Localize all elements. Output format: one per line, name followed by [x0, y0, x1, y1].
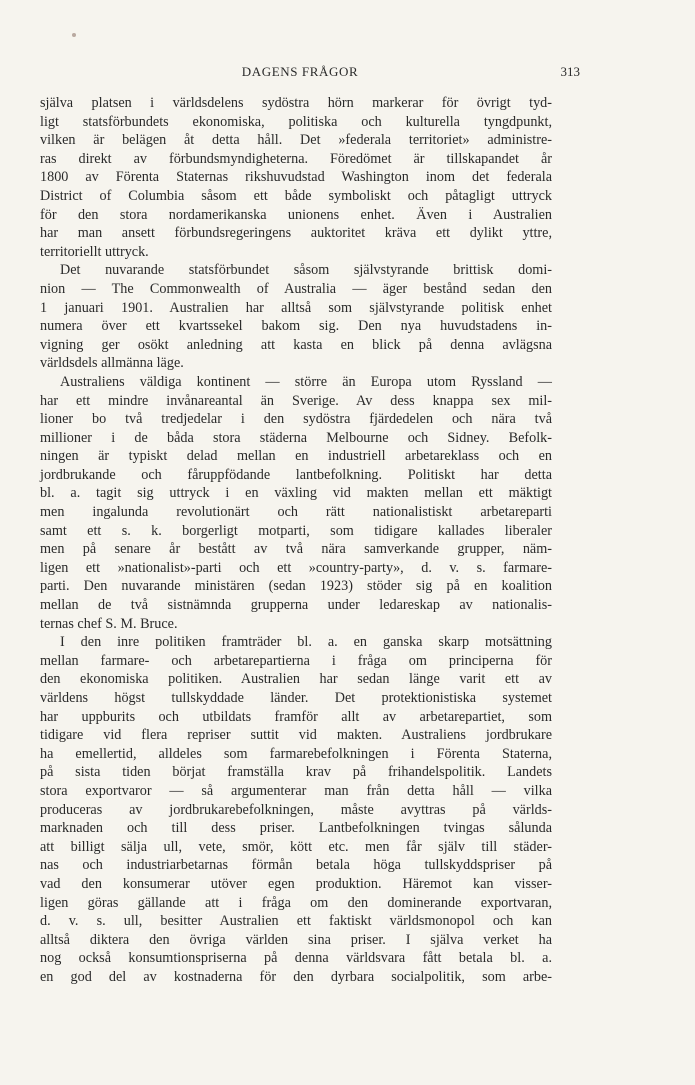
text-line: stora exportvaror — så argumenterar man från detta håll — vilka — [40, 782, 552, 799]
text-line: marknaden och till dess priser. Lantbefolkningen tvingas sålunda — [40, 820, 552, 837]
page-header — [40, 64, 580, 84]
text-line: ras direkt av förbundsmyndigheterna. Föredömet är tillskapandet år — [40, 150, 552, 167]
page-number: 313 — [560, 64, 580, 79]
text-line: bl. a. tagit sig uttryck i en växling vid makten mellan ett mäktigt — [40, 485, 552, 502]
text-line: en god del av kostnaderna för den dyrbara socialpolitik, som arbe- — [40, 968, 552, 985]
text-line: själva platsen i världsdelens sydöstra hörn markerar för övrigt tyd- — [40, 95, 552, 111]
text-line: samt ett s. k. borgerligt motparti, som tidigare kallades liberaler — [40, 522, 552, 539]
text-line: lioner bo två tredjedelar i den sydöstra fjärdedelen och nära två — [40, 411, 552, 428]
text-line: vilken är belägen åt detta håll. Det »federala territoriet» administre- — [40, 132, 552, 149]
text-line: tidigare vid flera repriser suttit vid makten. Australiens jordbrukare — [40, 727, 552, 744]
text-line: parti. Den nuvarande ministären (sedan 1923) stöder sig på en koalition — [40, 578, 552, 595]
text-line: ligen göras gällande att i fråga om den dominerande exportvaran, — [40, 894, 552, 911]
text-line: har uppburits och utbildats framför allt av arbetarepartiet, som — [40, 708, 552, 725]
text-line: nog också konsumtionspriserna på denna världsvara fått betala bl. a. — [40, 950, 552, 967]
text-line: ningen är typiskt delad mellan en industriell arbetareklass och en — [40, 448, 552, 465]
text-line: men på senare år bestått av två nära samverkande grupper, näm- — [40, 541, 552, 558]
text-line: för den stora nordamerikanska unionens enhet. Även i Australien — [40, 206, 552, 223]
text-line: men ingalunda revolutionärt och rätt nationalistiskt arbetareparti — [40, 504, 552, 521]
text-line: mellan de två sistnämnda grupperna under ledareskap av nationalis- — [40, 597, 552, 614]
body-text — [40, 94, 552, 987]
text-line: på sista tiden börjat framställa krav på frihandelspolitik. Landets — [40, 764, 552, 781]
text-line: d. v. s. ull, besitter Australien ett faktiskt världsmonopol och kan — [40, 913, 552, 930]
text-line: Australiens väldiga kontinent — större än Europa utom Ryssland — — [60, 373, 552, 390]
text-line: ligen ett »nationalist»-parti och ett »country-party», d. v. s. farmare- — [40, 559, 552, 576]
text-line: ternas chef S. M. Bruce. — [40, 615, 178, 632]
text-line: mellan farmare- och arbetarepartierna i fråga om principerna för — [40, 652, 552, 669]
text-line: världens högst tullskyddade länder. Det protektionistiska systemet — [40, 690, 552, 706]
text-line: 1800 av Förenta Staternas rikshuvudstad Washington inom det federala — [40, 169, 552, 186]
text-line: produceras av jordbrukarebefolkningen, måste avyttras på världs- — [40, 801, 552, 818]
text-line: 1 januari 1901. Australien har alltså som självstyrande politisk enhet — [40, 299, 552, 316]
text-line: har man ansett förbundsregeringens auktoritet kräva ett dylikt yttre, — [40, 225, 552, 242]
text-line: vad den konsumerar utöver egen produktion. Häremot kan visser- — [40, 875, 552, 892]
text-line: territoriellt uttryck. — [40, 243, 149, 260]
text-line: vigning ger osökt anledning att kasta en blick på denna avlägsna — [40, 336, 552, 353]
text-line: Det nuvarande statsförbundet såsom självstyrande brittisk domi- — [60, 262, 552, 279]
text-line: att billigt sälja ull, vete, smör, kött etc. men får själv till städer- — [40, 838, 552, 855]
text-line: nas och industriarbetarnas förmån betala höga tullskyddspriser på — [40, 857, 552, 874]
text-line: jordbrukande och fåruppfödande lantbefolkning. Politiskt har detta — [40, 466, 552, 483]
text-line: ha emellertid, alldeles som farmarebefolkningen i Förenta Staterna, — [40, 745, 552, 762]
text-line: millioner i de båda stora städerna Melbourne och Sidney. Befolk- — [40, 429, 552, 446]
text-line: har ett mindre invånareantal än Sverige. Av dess knappa sex mil- — [40, 392, 552, 409]
margin-mark — [72, 33, 76, 37]
running-title: DAGENS FRÅGOR — [241, 64, 359, 79]
text-line: den ekonomiska politiken. Australien har sedan länge varit ett av — [40, 671, 552, 688]
text-line: alltså diktera den övriga världen sina priser. I själva verket ha — [40, 931, 552, 948]
text-line: numera över ett kvartssekel bakom sig. Den nya huvudstadens in- — [40, 318, 552, 335]
text-line: världsdels allmänna läge. — [40, 355, 184, 372]
text-line: ligt statsförbundets ekonomiska, politiska och kulturella tyngdpunkt, — [40, 113, 552, 130]
text-line: nion — The Commonwealth of Australia — äger bestånd sedan den — [40, 280, 552, 297]
text-line: I den inre politiken framträder bl. a. en ganska skarp motsättning — [60, 634, 552, 651]
text-line: District of Columbia såsom ett både symboliskt och påtagligt uttryck — [40, 187, 552, 204]
